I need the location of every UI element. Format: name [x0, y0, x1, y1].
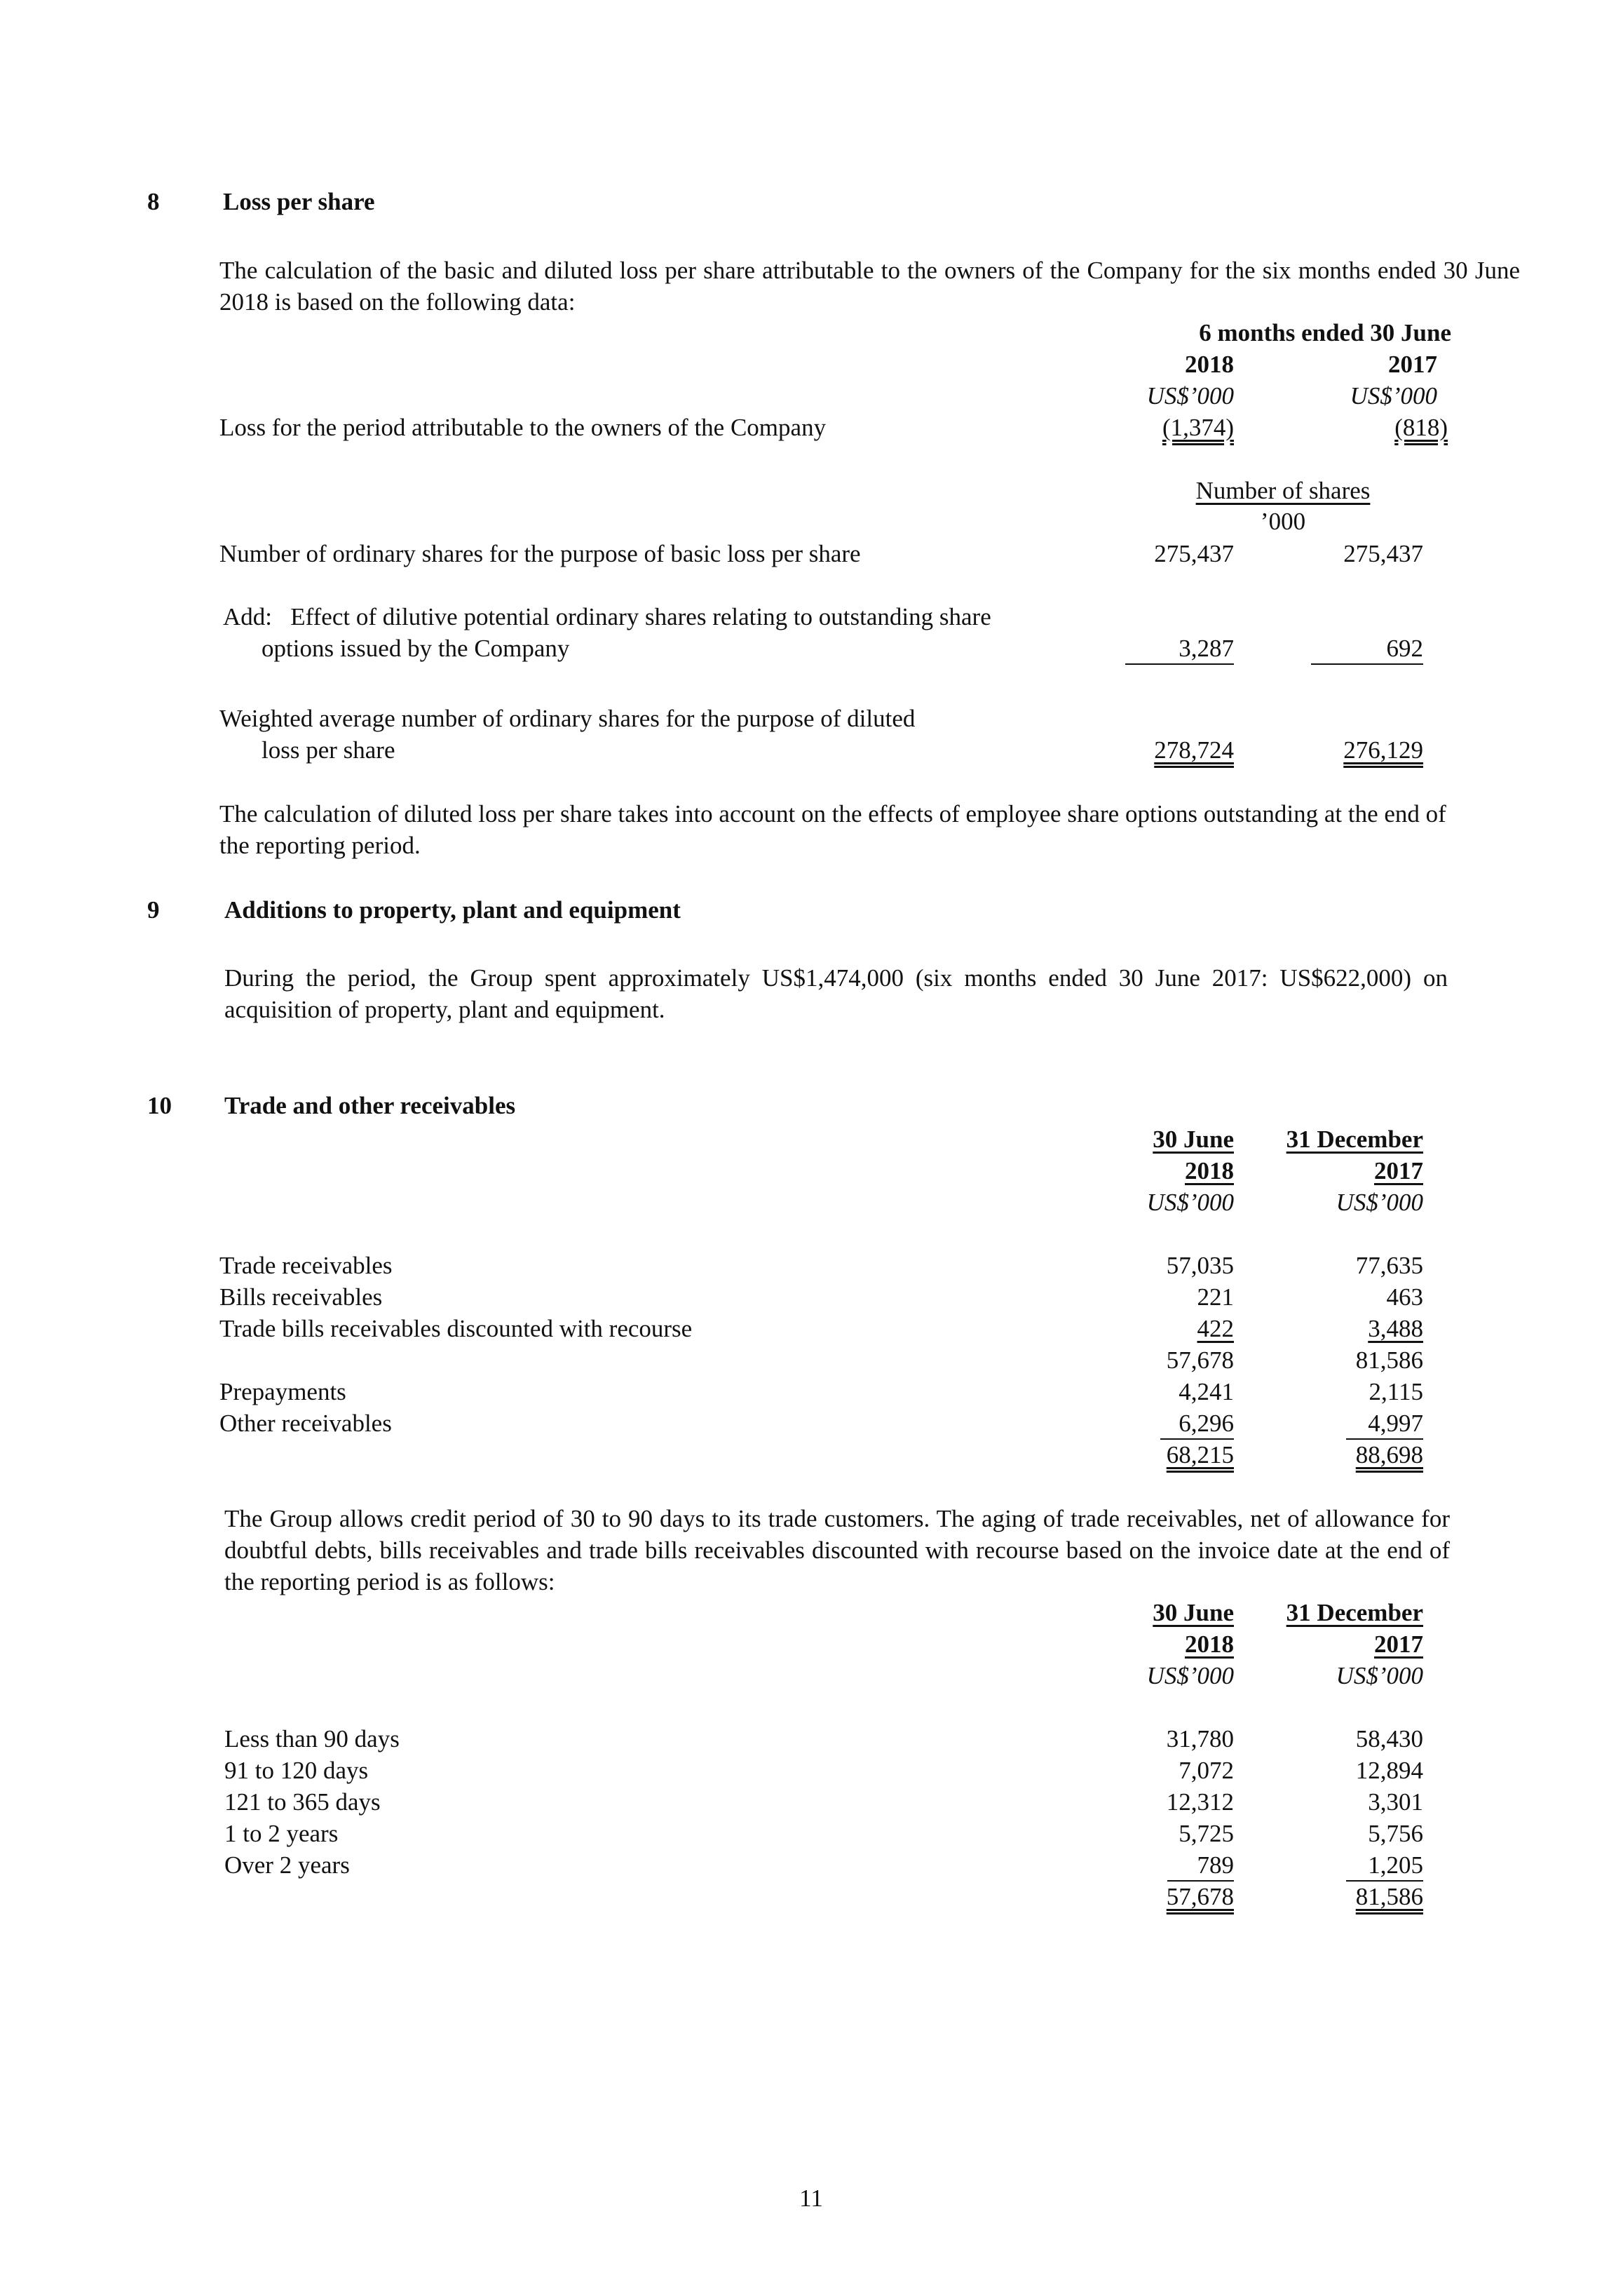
t1-total-a: 68,215 [1166, 1441, 1234, 1468]
section-8-number: 8 [147, 188, 160, 215]
t2-unit-b: US$’000 [1336, 1662, 1423, 1689]
t2-row-b: 12,894 [1355, 1757, 1423, 1784]
t1-row-label: Trade bills receivables discounted with recourse [219, 1315, 693, 1342]
t2-unit-a: US$’000 [1146, 1662, 1234, 1689]
t1-col-b-line2: 2017 [1374, 1157, 1423, 1184]
col-header-2017: 2017 [1388, 351, 1437, 378]
t1-row-label: Other receivables [219, 1410, 392, 1437]
t2-col-a-line1: 30 June [1153, 1599, 1234, 1626]
section-8-note: The calculation of diluted loss per share takes into account on the effects of employee share options outstanding at the end of the reporting period. [219, 800, 1446, 859]
t1-row-label: Prepayments [219, 1378, 346, 1405]
t2-row-label: 121 to 365 days [224, 1788, 381, 1816]
loss-label: Loss for the period attributable to the owners of the Company [219, 414, 827, 441]
t1-row-b: 77,635 [1355, 1252, 1423, 1279]
t1-subtotal-a: 57,678 [1166, 1346, 1234, 1374]
add-2018: 3,287 [1179, 635, 1234, 662]
t2-row-label: Less than 90 days [224, 1725, 400, 1753]
t2-total-b: 81,586 [1355, 1883, 1423, 1910]
col-header-2018: 2018 [1185, 351, 1234, 378]
wavg-label-line1: Weighted average number of ordinary shares for the purpose of diluted [219, 705, 916, 732]
add-2017: 692 [1386, 635, 1423, 662]
add-label-line1: Add: Effect of dilutive potential ordinary shares relating to outstanding share [223, 603, 991, 630]
section-9-number: 9 [147, 896, 160, 924]
add-2018-underline [1125, 663, 1234, 665]
section-8-title: Loss per share [223, 188, 375, 215]
period-header: 6 months ended 30 June [1199, 319, 1451, 346]
wavg-label-line2: loss per share [262, 736, 395, 764]
t1-row-a: 221 [1197, 1283, 1234, 1311]
t2-row-b: 1,205 [1368, 1851, 1423, 1879]
t1-row-a: 6,296 [1179, 1410, 1234, 1437]
basic-shares-2018: 275,437 [1154, 540, 1234, 567]
t2-row-b: 5,756 [1368, 1820, 1423, 1847]
loss-2017: (818) [1394, 414, 1448, 441]
basic-shares-label: Number of ordinary shares for the purpose of basic loss per share [219, 540, 861, 567]
t2-row-a: 7,072 [1179, 1757, 1234, 1784]
t1-unit-b: US$’000 [1336, 1189, 1423, 1216]
t2-col-b-line2: 2017 [1374, 1630, 1423, 1658]
t2-total-a: 57,678 [1166, 1883, 1234, 1910]
unit-2018: US$’000 [1146, 382, 1234, 410]
t1-row-b: 2,115 [1369, 1378, 1423, 1405]
t1-row-b: 463 [1386, 1283, 1423, 1311]
t1-row-label: Bills receivables [219, 1283, 383, 1311]
t1-unit-a: US$’000 [1146, 1189, 1234, 1216]
t1-col-a-line1: 30 June [1153, 1126, 1234, 1153]
t2-row-a: 31,780 [1166, 1725, 1234, 1753]
page-number: 11 [799, 2184, 823, 2212]
t1-row-label: Trade receivables [219, 1252, 393, 1279]
t2-row-a: 5,725 [1179, 1820, 1234, 1847]
loss-2018: (1,374) [1162, 414, 1234, 441]
section-9-text: During the period, the Group spent approximately US$1,474,000 (six months ended 30 June 2017: US$622,000) on acquisition of property, plant and equipment. [224, 964, 1448, 1023]
shares-unit: ’000 [1260, 508, 1306, 535]
t2-row-label: Over 2 years [224, 1851, 350, 1879]
wavg-2018: 278,724 [1154, 736, 1234, 764]
section-9-title: Additions to property, plant and equipment [224, 896, 681, 924]
t1-row-b: 4,997 [1368, 1410, 1423, 1437]
add-2017-underline [1311, 663, 1423, 665]
t2-col-a-line2: 2018 [1185, 1630, 1234, 1658]
t2-row-label: 1 to 2 years [224, 1820, 339, 1847]
t1-col-b-line1: 31 December [1286, 1126, 1423, 1153]
section-10-title: Trade and other receivables [224, 1092, 516, 1119]
t1-row-a: 422 [1197, 1315, 1234, 1342]
t1-row-a: 4,241 [1179, 1378, 1234, 1405]
t2-row-label: 91 to 120 days [224, 1757, 369, 1784]
t2-row-b: 3,301 [1368, 1788, 1423, 1816]
t1-total-b: 88,698 [1355, 1441, 1423, 1468]
t2-col-b-line1: 31 December [1286, 1599, 1423, 1626]
t1-col-a-line2: 2018 [1185, 1157, 1234, 1184]
shares-header: Number of shares [1195, 477, 1371, 504]
t2-row-a: 789 [1197, 1851, 1234, 1879]
basic-shares-2017: 275,437 [1343, 540, 1423, 567]
t1-subtotal-b: 81,586 [1355, 1346, 1423, 1374]
t2-row-b: 58,430 [1355, 1725, 1423, 1753]
t1-row-a: 57,035 [1166, 1252, 1234, 1279]
t2-row-a: 12,312 [1166, 1788, 1234, 1816]
unit-2017: US$’000 [1350, 382, 1437, 410]
wavg-2017: 276,129 [1343, 736, 1423, 764]
aging-text: The Group allows credit period of 30 to 90 days to its trade customers. The aging of trade receivables, net of allowance for doubtful debts, bills receivables and trade bills receivables discounted with recourse based on the invoice date at the end of the reporting period is as follows: [224, 1505, 1450, 1595]
t1-row-b: 3,488 [1368, 1315, 1423, 1342]
section-8-intro: The calculation of the basic and diluted loss per share attributable to the owners of the Company for the six months ended 30 June 2018 is based on the following data: [219, 257, 1520, 316]
add-label-line2: options issued by the Company [262, 635, 570, 662]
section-10-number: 10 [147, 1092, 172, 1119]
